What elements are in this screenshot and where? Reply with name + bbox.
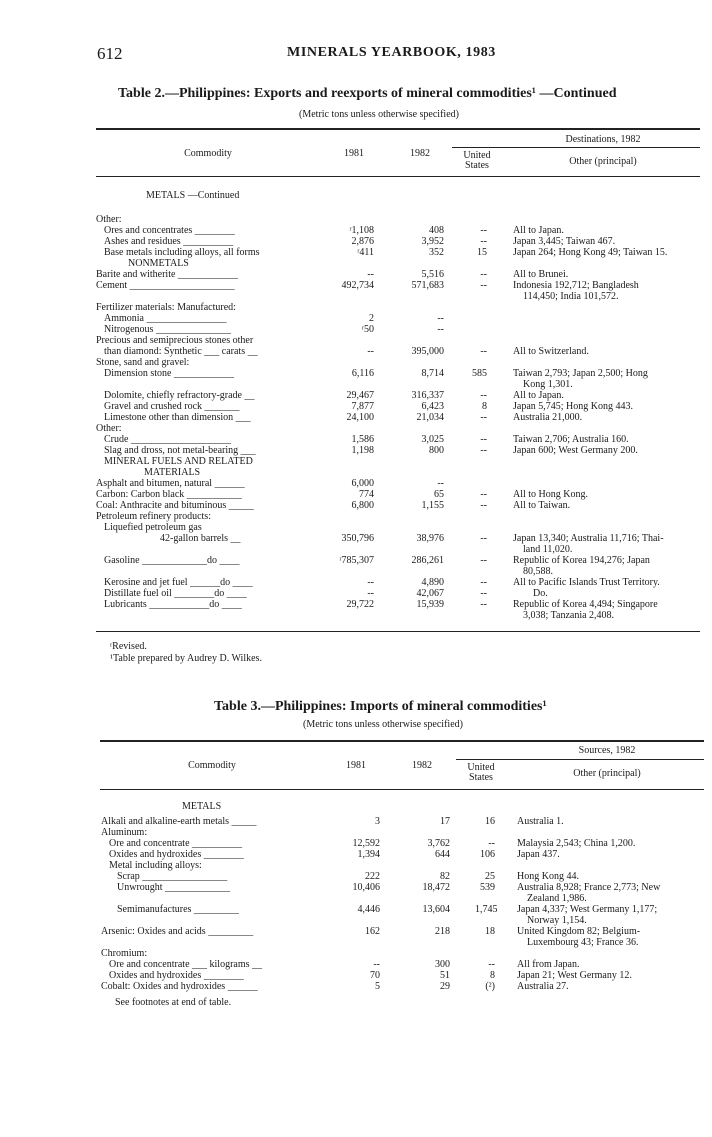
table-row	[0, 390, 712, 401]
other-principal-cell: Republic of Korea 4,494; Singapore	[513, 599, 658, 610]
table3-group-header: Sources, 1982	[578, 745, 636, 756]
commodity-cell: Chromium:	[101, 948, 148, 959]
value-1982-cell: 3,025	[421, 434, 444, 445]
table-row	[0, 871, 712, 882]
table-row	[0, 849, 712, 860]
table2-title: Table 2.—Philippines: Exports and reexports of mineral commodities¹ —Continued	[118, 86, 617, 101]
commodity-cell: Crude ____________________	[104, 434, 231, 445]
united-states-cell: 8	[490, 970, 495, 981]
other-principal-cell: Indonesia 192,712; Bangladesh	[513, 280, 639, 291]
other-principal-cell: All to Japan.	[513, 225, 564, 236]
table2-section-metals: METALS —Continued	[146, 190, 240, 201]
united-states-cell: --	[480, 445, 487, 456]
running-header: MINERALS YEARBOOK, 1983	[287, 45, 496, 60]
table2-header-us: United States	[463, 150, 491, 171]
value-1982-cell: 21,034	[416, 412, 444, 423]
united-states-cell: --	[480, 588, 487, 599]
united-states-cell: (²)	[485, 981, 495, 992]
commodity-cell: Stone, sand and gravel:	[96, 357, 190, 368]
other-principal-cell: Taiwan 2,706; Australia 160.	[513, 434, 629, 445]
united-states-cell: --	[488, 838, 495, 849]
commodity-cell: NONMETALS	[128, 258, 189, 269]
commodity-cell: Ore and concentrate ___ kilograms __	[109, 959, 263, 970]
table-row	[0, 214, 712, 225]
other-principal-cell: All to Japan.	[513, 390, 564, 401]
other-principal-cell: All from Japan.	[517, 959, 580, 970]
value-1981-cell: 70	[370, 970, 380, 981]
value-1981-cell: ʳ411	[357, 247, 374, 258]
commodity-cell: Lubricants ____________do ____	[104, 599, 242, 610]
other-principal-cell: 3,038; Tanzania 2,408.	[523, 610, 615, 621]
united-states-cell: 1,745	[475, 904, 498, 915]
table-row	[0, 959, 712, 970]
commodity-cell: Kerosine and jet fuel ______do ____	[104, 577, 253, 588]
value-1981-cell: 1,586	[351, 434, 374, 445]
table-row	[0, 882, 712, 893]
table-row	[0, 838, 712, 849]
united-states-cell: --	[480, 225, 487, 236]
other-principal-cell: 114,450; India 101,572.	[523, 291, 619, 302]
value-1982-cell: --	[437, 313, 444, 324]
value-1982-cell: 286,261	[411, 555, 444, 566]
united-states-cell: --	[480, 390, 487, 401]
commodity-cell: Precious and semiprecious stones other	[96, 335, 254, 346]
commodity-cell: Semimanufactures _________	[117, 904, 239, 915]
commodity-cell: Dimension stone ____________	[104, 368, 234, 379]
table2-group-rule	[452, 147, 700, 148]
table-row	[0, 522, 712, 533]
other-principal-cell: Malaysia 2,543; China 1,200.	[517, 838, 636, 849]
value-1982-cell: 65	[434, 489, 444, 500]
value-1982-cell: --	[437, 478, 444, 489]
united-states-cell: --	[480, 555, 487, 566]
value-1981-cell: 774	[359, 489, 374, 500]
table-row	[0, 280, 712, 291]
value-1982-cell: 1,155	[421, 500, 444, 511]
value-1981-cell: ʳ1,108	[349, 225, 374, 236]
table-row	[0, 258, 712, 269]
united-states-cell: --	[480, 346, 487, 357]
table-row	[0, 915, 712, 926]
other-principal-cell: United Kingdom 82; Belgium-	[517, 926, 641, 937]
table-row	[0, 555, 712, 566]
table2-footnote-revised: ʳRevised.	[110, 641, 147, 652]
table-row	[0, 511, 712, 522]
table3-top-rule	[100, 740, 704, 742]
table-row	[0, 599, 712, 610]
value-1981-cell: 2	[369, 313, 374, 324]
table-row	[0, 610, 712, 621]
table2-footnote-prepared: ¹Table prepared by Audrey D. Wilkes.	[110, 653, 262, 664]
commodity-cell: Asphalt and bitumen, natural ______	[96, 478, 245, 489]
value-1981-cell: 4,446	[357, 904, 380, 915]
table2-header-commodity: Commodity	[184, 148, 232, 159]
table-row	[0, 335, 712, 346]
other-principal-cell: Australia 1.	[517, 816, 564, 827]
value-1982-cell: 6,423	[421, 401, 444, 412]
commodity-cell: MINERAL FUELS AND RELATED	[104, 456, 253, 467]
other-principal-cell: Japan 600; West Germany 200.	[513, 445, 638, 456]
value-1981-cell: --	[367, 588, 374, 599]
other-principal-cell: Hong Kong 44.	[517, 871, 579, 882]
united-states-cell: 15	[477, 247, 487, 258]
other-principal-cell: Do.	[533, 588, 548, 599]
commodity-cell: Cement _____________________	[96, 280, 235, 291]
united-states-cell: 8	[482, 401, 487, 412]
table-row	[0, 467, 712, 478]
table-row	[0, 478, 712, 489]
other-principal-cell: Japan 13,340; Australia 11,716; Thai-	[513, 533, 664, 544]
table3-header-1981: 1981	[346, 760, 366, 771]
commodity-cell: Other:	[96, 214, 122, 225]
table-row	[0, 368, 712, 379]
table2-header-other: Other (principal)	[569, 156, 637, 167]
commodity-cell: Distillate fuel oil ________do ____	[104, 588, 247, 599]
commodity-cell: than diamond: Synthetic ___ carats __	[104, 346, 258, 357]
table-row	[0, 948, 712, 959]
value-1981-cell: 10,406	[352, 882, 380, 893]
table-row	[0, 236, 712, 247]
commodity-cell: Ammonia ________________	[104, 313, 227, 324]
value-1982-cell: 38,976	[416, 533, 444, 544]
united-states-cell: --	[488, 959, 495, 970]
value-1981-cell: 2,876	[351, 236, 374, 247]
value-1982-cell: 644	[435, 849, 450, 860]
table-row	[0, 346, 712, 357]
value-1981-cell: 1,394	[357, 849, 380, 860]
value-1981-cell: 6,800	[351, 500, 374, 511]
value-1981-cell: 1,198	[351, 445, 374, 456]
table3-subtitle: (Metric tons unless otherwise specified)	[303, 719, 463, 730]
value-1982-cell: 395,000	[411, 346, 444, 357]
value-1982-cell: 5,516	[421, 269, 444, 280]
table2-subtitle: (Metric tons unless otherwise specified)	[299, 109, 459, 120]
value-1981-cell: 5	[375, 981, 380, 992]
other-principal-cell: Luxembourg 43; France 36.	[527, 937, 639, 948]
united-states-cell: --	[480, 434, 487, 445]
table-row	[0, 970, 712, 981]
table-row	[0, 893, 712, 904]
table-row	[0, 379, 712, 390]
table-row	[0, 860, 712, 871]
value-1982-cell: 82	[440, 871, 450, 882]
table-row	[0, 577, 712, 588]
commodity-cell: Oxides and hydroxides ________	[109, 970, 244, 981]
table2-top-rule	[96, 128, 700, 130]
united-states-cell: --	[480, 412, 487, 423]
other-principal-cell: Norway 1,154.	[527, 915, 587, 926]
commodity-cell: Oxides and hydroxides ________	[109, 849, 244, 860]
united-states-cell: 585	[472, 368, 487, 379]
table2-bottom-rule	[96, 631, 700, 632]
commodity-cell: Barite and witherite ____________	[96, 269, 238, 280]
table-row	[0, 423, 712, 434]
value-1981-cell: 3	[375, 816, 380, 827]
table3-title: Table 3.—Philippines: Imports of mineral commodities¹	[214, 699, 547, 714]
table-row	[0, 816, 712, 827]
value-1982-cell: 4,890	[421, 577, 444, 588]
table3-header-other: Other (principal)	[573, 768, 641, 779]
value-1982-cell: 29	[440, 981, 450, 992]
table-row	[0, 937, 712, 948]
commodity-cell: Fertilizer materials: Manufactured:	[96, 302, 236, 313]
other-principal-cell: Republic of Korea 194,276; Japan	[513, 555, 650, 566]
table-row	[0, 566, 712, 577]
page-number: 612	[97, 44, 123, 63]
table-row	[0, 500, 712, 511]
value-1981-cell: 6,116	[351, 368, 374, 379]
table-row	[0, 456, 712, 467]
other-principal-cell: All to Hong Kong.	[513, 489, 588, 500]
value-1981-cell: 29,722	[346, 599, 374, 610]
value-1982-cell: 42,067	[416, 588, 444, 599]
other-principal-cell: All to Taiwan.	[513, 500, 571, 511]
table2-body	[0, 214, 712, 621]
table2-header-1982: 1982	[410, 148, 430, 159]
table-row	[0, 489, 712, 500]
table-row	[0, 533, 712, 544]
other-principal-cell: Japan 3,445; Taiwan 467.	[513, 236, 616, 247]
other-principal-cell: Japan 5,745; Hong Kong 443.	[513, 401, 633, 412]
table-row	[0, 588, 712, 599]
table-row	[0, 269, 712, 280]
united-states-cell: 539	[480, 882, 495, 893]
commodity-cell: Aluminum:	[101, 827, 148, 838]
commodity-cell: Metal including alloys:	[109, 860, 202, 871]
value-1982-cell: 316,337	[411, 390, 444, 401]
commodity-cell: Other:	[96, 423, 122, 434]
value-1982-cell: 800	[429, 445, 444, 456]
table3-header-1982: 1982	[412, 760, 432, 771]
value-1981-cell: 29,467	[346, 390, 374, 401]
value-1982-cell: 408	[429, 225, 444, 236]
commodity-cell: Cobalt: Oxides and hydroxides ______	[101, 981, 258, 992]
table3-footnote: See footnotes at end of table.	[115, 997, 232, 1008]
value-1982-cell: 15,939	[416, 599, 444, 610]
other-principal-cell: Taiwan 2,793; Japan 2,500; Hong	[513, 368, 648, 379]
other-principal-cell: All to Pacific Islands Trust Territory.	[513, 577, 660, 588]
table-row	[0, 981, 712, 992]
value-1981-cell: ʳ785,307	[339, 555, 374, 566]
table-row	[0, 225, 712, 236]
commodity-cell: Scrap _________________	[117, 871, 228, 882]
table-row	[0, 313, 712, 324]
value-1981-cell: 222	[365, 871, 380, 882]
value-1982-cell: 352	[429, 247, 444, 258]
value-1982-cell: 3,762	[427, 838, 450, 849]
united-states-cell: 18	[485, 926, 495, 937]
commodity-cell: Alkali and alkaline-earth metals _____	[101, 816, 257, 827]
table3-header-rule	[100, 789, 704, 790]
value-1982-cell: 3,952	[421, 236, 444, 247]
other-principal-cell: Japan 264; Hong Kong 49; Taiwan 15.	[513, 247, 668, 258]
value-1981-cell: 162	[365, 926, 380, 937]
commodity-cell: Nitrogenous _______________	[104, 324, 231, 335]
other-principal-cell: Kong 1,301.	[523, 379, 573, 390]
value-1982-cell: 300	[435, 959, 450, 970]
table-row	[0, 247, 712, 258]
table-row	[0, 324, 712, 335]
table-row	[0, 445, 712, 456]
commodity-cell: Slag and dross, not metal-bearing ___	[104, 445, 256, 456]
commodity-cell: Petroleum refinery products:	[96, 511, 211, 522]
table3-header-commodity: Commodity	[188, 760, 236, 771]
other-principal-cell: All to Switzerland.	[513, 346, 589, 357]
table3-section-metals: METALS	[182, 801, 222, 812]
table-row	[0, 926, 712, 937]
united-states-cell: 106	[480, 849, 495, 860]
value-1981-cell: --	[373, 959, 380, 970]
value-1982-cell: --	[437, 324, 444, 335]
value-1981-cell: 7,877	[351, 401, 374, 412]
commodity-cell: Ores and concentrates ________	[104, 225, 235, 236]
table2-group-header: Destinations, 1982	[565, 134, 641, 145]
commodity-cell: 42-gallon barrels __	[160, 533, 241, 544]
other-principal-cell: Australia 8,928; France 2,773; New	[517, 882, 661, 893]
table2-header-1981: 1981	[344, 148, 364, 159]
other-principal-cell: land 11,020.	[523, 544, 573, 555]
commodity-cell: Gasoline _____________do ____	[104, 555, 240, 566]
other-principal-cell: Japan 21; West Germany 12.	[517, 970, 632, 981]
value-1982-cell: 8,714	[421, 368, 444, 379]
value-1982-cell: 571,683	[411, 280, 444, 291]
value-1981-cell: --	[367, 577, 374, 588]
commodity-cell: MATERIALS	[144, 467, 201, 478]
united-states-cell: --	[480, 500, 487, 511]
united-states-cell: --	[480, 269, 487, 280]
other-principal-cell: 80,588.	[523, 566, 553, 577]
commodity-cell: Arsenic: Oxides and acids _________	[101, 926, 254, 937]
table3-header-us: United States	[467, 762, 495, 783]
table-row	[0, 302, 712, 313]
other-principal-cell: Australia 21,000.	[513, 412, 583, 423]
table-row	[0, 904, 712, 915]
commodity-cell: Coal: Anthracite and bituminous _____	[96, 500, 254, 511]
table3-group-rule	[456, 759, 704, 760]
value-1981-cell: --	[367, 269, 374, 280]
value-1981-cell: 6,000	[351, 478, 374, 489]
commodity-cell: Liquefied petroleum gas	[104, 522, 202, 533]
commodity-cell: Ore and concentrate __________	[109, 838, 243, 849]
table-row	[0, 434, 712, 445]
commodity-cell: Dolomite, chiefly refractory-grade __	[104, 390, 255, 401]
commodity-cell: Unwrought _____________	[117, 882, 231, 893]
table-row	[0, 412, 712, 423]
value-1982-cell: 13,604	[422, 904, 450, 915]
value-1982-cell: 18,472	[422, 882, 450, 893]
united-states-cell: --	[480, 489, 487, 500]
table-row	[0, 401, 712, 412]
united-states-cell: --	[480, 280, 487, 291]
united-states-cell: 25	[485, 871, 495, 882]
value-1981-cell: 24,100	[346, 412, 374, 423]
value-1981-cell: 492,734	[341, 280, 374, 291]
united-states-cell: 16	[485, 816, 495, 827]
united-states-cell: --	[480, 236, 487, 247]
other-principal-cell: Japan 4,337; West Germany 1,177;	[517, 904, 658, 915]
value-1981-cell: 12,592	[352, 838, 380, 849]
commodity-cell: Limestone other than dimension ___	[104, 412, 251, 423]
value-1982-cell: 218	[435, 926, 450, 937]
other-principal-cell: Japan 437.	[517, 849, 560, 860]
table-row	[0, 291, 712, 302]
united-states-cell: --	[480, 533, 487, 544]
other-principal-cell: Australia 27.	[517, 981, 569, 992]
other-principal-cell: Zealand 1,986.	[527, 893, 587, 904]
commodity-cell: Carbon: Carbon black ___________	[96, 489, 242, 500]
table2-header-rule	[96, 176, 700, 177]
commodity-cell: Gravel and crushed rock _______	[104, 401, 240, 412]
other-principal-cell: All to Brunei.	[513, 269, 569, 280]
table3-body	[0, 816, 712, 992]
united-states-cell: --	[480, 599, 487, 610]
united-states-cell: --	[480, 577, 487, 588]
table-row	[0, 827, 712, 838]
value-1982-cell: 51	[440, 970, 450, 981]
table-row	[0, 544, 712, 555]
value-1981-cell: ʳ50	[361, 324, 374, 335]
commodity-cell: Ashes and residues __________	[104, 236, 234, 247]
value-1982-cell: 17	[440, 816, 450, 827]
commodity-cell: Base metals including alloys, all forms	[104, 247, 260, 258]
value-1981-cell: --	[367, 346, 374, 357]
table-row	[0, 357, 712, 368]
value-1981-cell: 350,796	[341, 533, 374, 544]
